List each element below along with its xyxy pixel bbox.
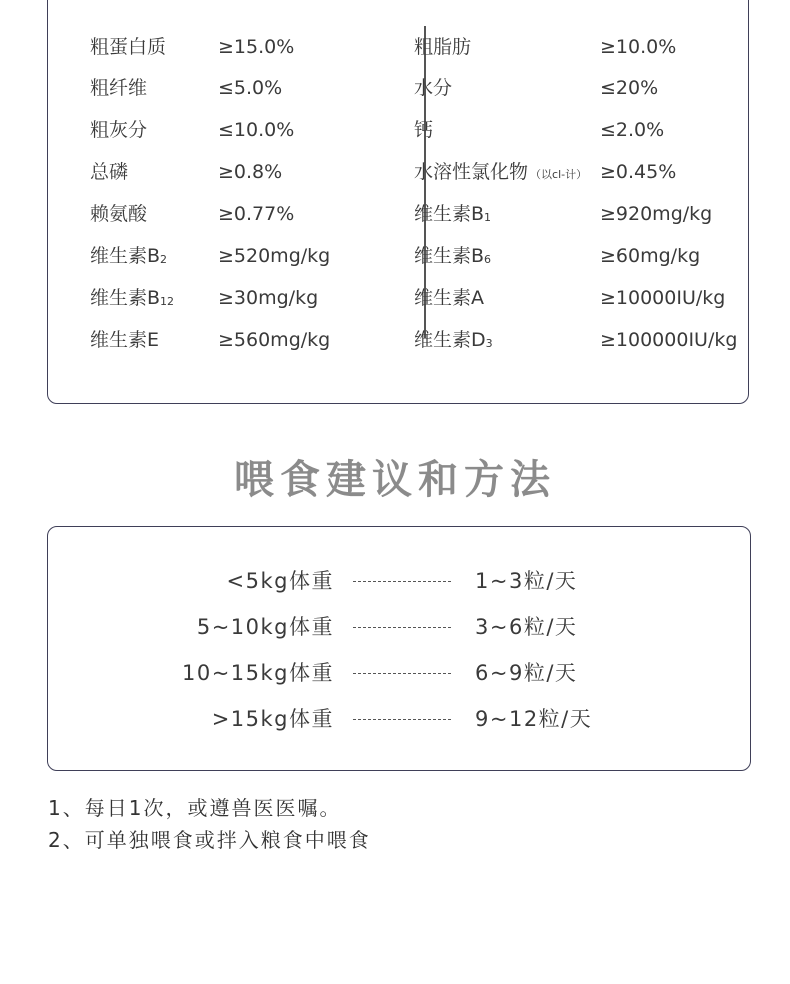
nutrient-label — [90, 326, 159, 354]
nutrient-value: ≥60mg/kg — [600, 245, 701, 267]
nutrient-value: ≥920mg/kg — [600, 203, 713, 225]
nutrient-label — [90, 284, 174, 315]
nutrient-label — [414, 326, 493, 357]
nutrient-name: 粗纤维 — [90, 77, 148, 99]
nutrient-name: 钙 — [414, 119, 434, 141]
note-line-2: 2、可单独喂食或拌入粮食中喂食 — [48, 828, 371, 852]
nutrient-name: 维生素A — [414, 287, 484, 309]
nutrient-value: ≥100000IU/kg — [600, 329, 738, 351]
nutrient-note: （以cl-计） — [530, 168, 588, 181]
feeding-weight: >15kg体重 — [211, 707, 334, 731]
nutrient-value: ≥0.45% — [600, 161, 677, 183]
nutrient-value: ≥15.0% — [218, 36, 295, 58]
nutrient-name: 粗蛋白质 — [90, 36, 167, 58]
nutrient-name: 水分 — [414, 77, 453, 99]
dotted-leader — [353, 673, 451, 674]
nutrient-label — [90, 200, 147, 228]
nutrient-label — [414, 116, 433, 144]
feeding-table — [47, 526, 751, 771]
nutrient-label — [414, 74, 452, 102]
note-line-1: 1、每日1次，或遵兽医医嘱。 — [48, 796, 342, 820]
feeding-dose: 6~9粒/天 — [475, 661, 578, 685]
nutrient-label — [414, 158, 587, 189]
nutrient-value: ≥10000IU/kg — [600, 287, 726, 309]
nutrient-name: 维生素E — [90, 329, 160, 351]
nutrient-name: 维生素B — [90, 287, 161, 309]
nutrient-name: 维生素B — [414, 245, 485, 267]
nutrient-label — [90, 158, 128, 186]
nutrient-subscript: 2 — [160, 253, 168, 266]
feeding-weight: 5~10kg体重 — [196, 615, 334, 639]
nutrient-label — [90, 33, 166, 61]
nutrient-name: 水溶性氯化物 — [414, 161, 529, 183]
nutrient-label — [90, 242, 167, 273]
feeding-weight: 10~15kg体重 — [181, 661, 334, 685]
nutrient-label — [414, 200, 491, 231]
nutrient-value: ≤5.0% — [218, 77, 283, 99]
dotted-leader — [353, 719, 451, 720]
nutrient-label — [414, 242, 491, 273]
nutrient-subscript: 12 — [160, 295, 175, 308]
nutrient-subscript: 6 — [484, 253, 492, 266]
nutrient-label — [90, 116, 147, 144]
feeding-weight: <5kg体重 — [226, 569, 334, 593]
feeding-row — [48, 612, 752, 642]
nutrient-value: ≤20% — [600, 77, 659, 99]
feeding-dose: 1~3粒/天 — [475, 569, 578, 593]
feeding-row — [48, 704, 752, 734]
nutrient-label — [414, 284, 484, 312]
nutrient-value: ≥560mg/kg — [218, 329, 331, 351]
feeding-row — [48, 566, 752, 596]
nutrient-name: 总磷 — [90, 161, 129, 183]
dotted-leader — [353, 581, 451, 582]
nutrient-value: ≥0.77% — [218, 203, 295, 225]
nutrient-label — [90, 74, 147, 102]
nutrient-value: ≤10.0% — [218, 119, 295, 141]
nutrient-value: ≥10.0% — [600, 36, 677, 58]
feeding-dose: 9~12粒/天 — [475, 707, 593, 731]
nutrient-subscript: 3 — [485, 337, 493, 350]
nutrient-name: 粗脂肪 — [414, 36, 472, 58]
nutrient-name: 粗灰分 — [90, 119, 148, 141]
nutrient-value: ≥520mg/kg — [218, 245, 331, 267]
nutrient-value: ≥0.8% — [218, 161, 283, 183]
nutrient-subscript: 1 — [484, 211, 492, 224]
feeding-dose: 3~6粒/天 — [475, 615, 578, 639]
feeding-section-title: 喂食建议和方法 — [234, 457, 556, 503]
feeding-row — [48, 658, 752, 688]
nutrient-value: ≤2.0% — [600, 119, 665, 141]
nutrient-name: 维生素D — [414, 329, 486, 351]
nutrient-value: ≥30mg/kg — [218, 287, 319, 309]
nutrient-name: 维生素B — [414, 203, 485, 225]
nutrient-name: 赖氨酸 — [90, 203, 148, 225]
nutrient-label — [414, 33, 471, 61]
nutrient-name: 维生素B — [90, 245, 161, 267]
dotted-leader — [353, 627, 451, 628]
